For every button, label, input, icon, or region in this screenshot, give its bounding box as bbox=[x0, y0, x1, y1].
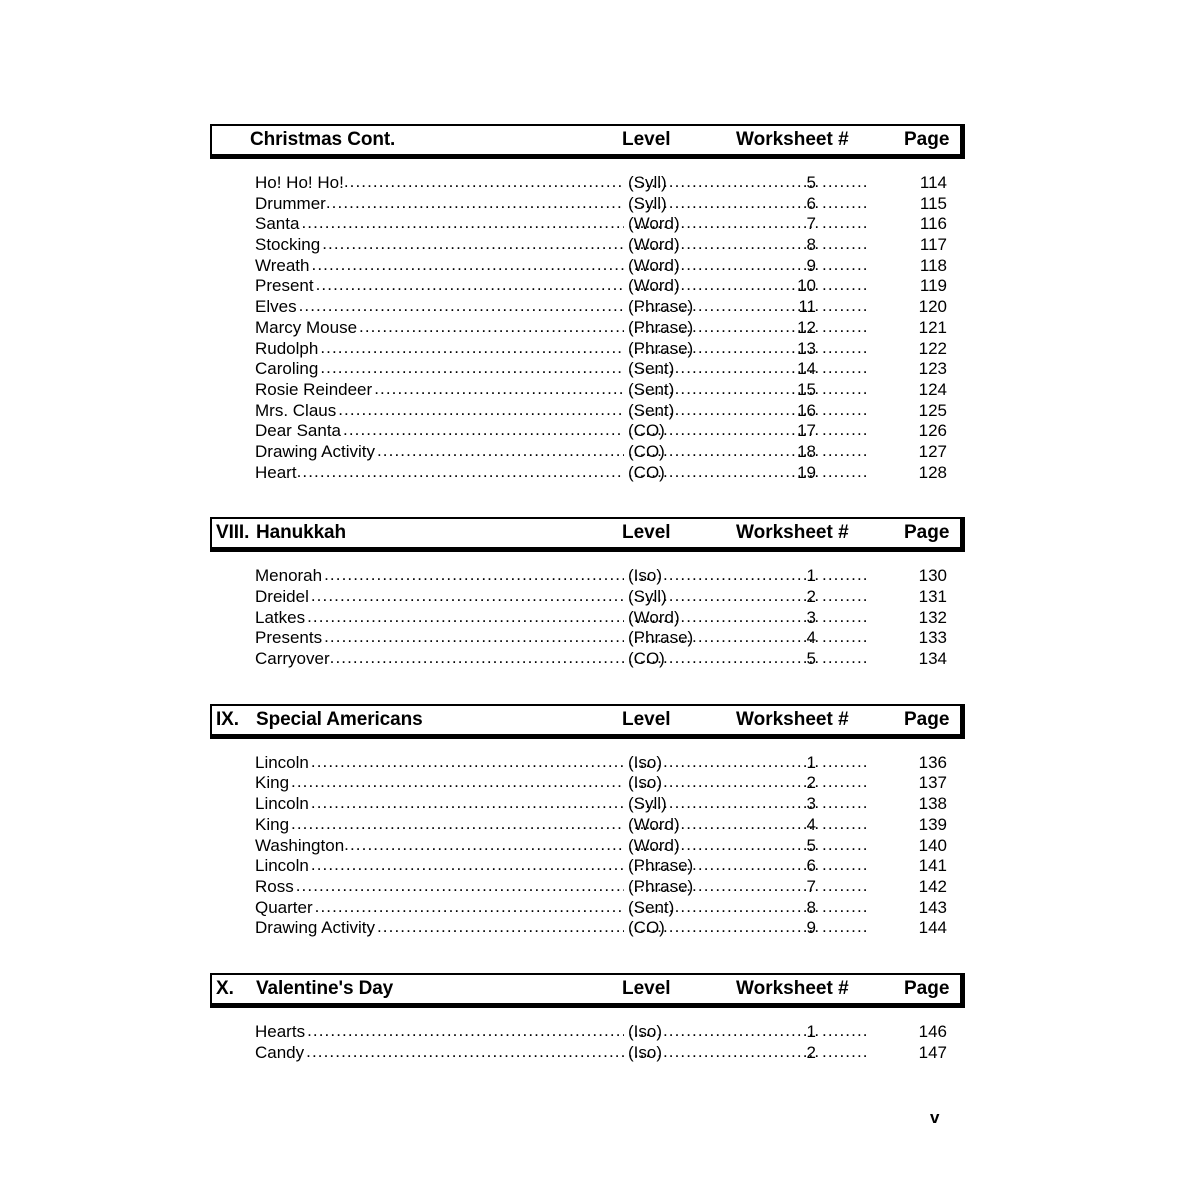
entry-leader-dots bbox=[311, 794, 624, 813]
entry-level: (Iso) bbox=[628, 1042, 662, 1062]
entry-leader-dots bbox=[299, 297, 624, 316]
entry-title: Latkes bbox=[255, 607, 306, 627]
entry-page-number: 142 bbox=[870, 877, 947, 897]
entry-leader-dots bbox=[330, 649, 624, 668]
section-entry-list bbox=[210, 159, 965, 483]
entry-level: (Sent) bbox=[628, 379, 675, 399]
entry-page-number: 133 bbox=[870, 628, 947, 648]
entry-worksheet-number: 12 bbox=[797, 317, 816, 337]
entry-title: Lincoln bbox=[255, 752, 309, 772]
page-folio: v bbox=[930, 1108, 940, 1127]
entry-title-group bbox=[255, 318, 624, 338]
entry-level: (CO) bbox=[628, 441, 665, 461]
entry-page-number: 124 bbox=[870, 380, 947, 400]
entry-title-group bbox=[255, 836, 624, 856]
entry-leader-dots bbox=[307, 608, 624, 627]
toc-entry-row[interactable] bbox=[210, 339, 965, 360]
section-spacer bbox=[210, 670, 965, 704]
entry-worksheet-number: 5 bbox=[806, 649, 816, 669]
toc-section bbox=[210, 704, 965, 973]
section-entry-list bbox=[210, 552, 965, 669]
section-header-bar bbox=[210, 973, 965, 1008]
column-header-worksheet: Worksheet # bbox=[736, 522, 849, 544]
entry-level: (Iso) bbox=[628, 566, 662, 586]
entry-title: Washington bbox=[255, 835, 345, 855]
toc-entry-row[interactable] bbox=[210, 401, 965, 422]
entry-level: (CO) bbox=[628, 918, 665, 938]
toc-entry-row[interactable] bbox=[210, 276, 965, 297]
entry-page-number: 115 bbox=[870, 194, 947, 214]
entry-level: (Word) bbox=[628, 835, 680, 855]
toc-entry-row[interactable] bbox=[210, 608, 965, 629]
entry-title-group bbox=[255, 649, 624, 669]
toc-entry-row[interactable] bbox=[210, 836, 965, 857]
entry-level: (Syll) bbox=[628, 173, 667, 192]
entry-level: (Iso) bbox=[628, 773, 662, 793]
entry-title-group bbox=[255, 463, 624, 483]
section-header-bar bbox=[210, 124, 965, 159]
entry-level: (Word) bbox=[628, 276, 680, 296]
entry-title-group bbox=[255, 856, 624, 876]
entry-title: Carryover bbox=[255, 649, 330, 669]
entry-level: (Sent) bbox=[628, 897, 675, 917]
toc-entry-row[interactable] bbox=[210, 359, 965, 380]
entry-level: (CO) bbox=[628, 462, 665, 482]
entry-title: Dreidel bbox=[255, 587, 309, 606]
entry-page-number: 117 bbox=[870, 235, 947, 255]
entry-title: Mrs. Claus bbox=[255, 400, 337, 420]
entry-title-group bbox=[255, 566, 624, 586]
entry-worksheet-number: 6 bbox=[806, 856, 816, 876]
entry-leader-dots bbox=[296, 877, 624, 896]
entry-level: (Word) bbox=[628, 255, 680, 275]
entry-level: (Word) bbox=[628, 607, 680, 627]
entry-title-group bbox=[255, 1022, 624, 1042]
entry-page-number: 122 bbox=[870, 339, 947, 359]
entry-page-number: 128 bbox=[870, 463, 947, 483]
section-title-group bbox=[212, 978, 393, 1000]
entry-page-number: 131 bbox=[870, 587, 947, 607]
entry-title-group bbox=[255, 1043, 624, 1063]
section-spacer bbox=[210, 1063, 965, 1097]
entry-leader-dots bbox=[291, 815, 624, 834]
column-header-level: Level bbox=[622, 522, 671, 544]
entry-leader-dots bbox=[316, 276, 624, 295]
entry-worksheet-number: 2 bbox=[806, 1042, 816, 1062]
entry-page-number: 126 bbox=[870, 421, 947, 441]
toc-entry-row[interactable] bbox=[210, 463, 965, 484]
toc-entry-row[interactable] bbox=[210, 587, 965, 608]
entry-level: (Phrase) bbox=[628, 317, 694, 337]
column-header-worksheet: Worksheet # bbox=[736, 977, 849, 999]
entry-leader-dots bbox=[320, 339, 624, 358]
entry-page-number: 137 bbox=[870, 773, 947, 793]
toc-entry-row[interactable] bbox=[210, 918, 965, 939]
toc-entry-row[interactable] bbox=[210, 421, 965, 442]
entry-title: Ross bbox=[255, 876, 294, 896]
section-entry-list bbox=[210, 739, 965, 939]
entry-page-number: 127 bbox=[870, 442, 947, 462]
entry-title-group bbox=[255, 214, 624, 234]
entry-worksheet-number: 16 bbox=[797, 400, 816, 420]
entry-leader-dots bbox=[377, 442, 624, 461]
entry-leader-dots bbox=[307, 1022, 624, 1041]
entry-worksheet-number: 2 bbox=[806, 773, 816, 793]
entry-title: Rudolph bbox=[255, 338, 319, 358]
entry-worksheet-number: 5 bbox=[806, 173, 816, 192]
toc-entry-row[interactable] bbox=[210, 297, 965, 318]
entry-leader-dots bbox=[324, 566, 624, 585]
entry-level: (Sent) bbox=[628, 400, 675, 420]
entry-title-group bbox=[255, 442, 624, 462]
entry-leader-dots bbox=[297, 463, 624, 482]
toc-entry-row[interactable] bbox=[210, 877, 965, 898]
section-numeral: X. bbox=[216, 977, 234, 999]
entry-level: (CO) bbox=[628, 649, 665, 669]
entry-worksheet-number: 10 bbox=[797, 276, 816, 296]
column-header-level: Level bbox=[622, 977, 671, 999]
entry-title: Lincoln bbox=[255, 794, 309, 814]
entry-title: Marcy Mouse bbox=[255, 317, 358, 337]
toc-entry-row[interactable] bbox=[210, 794, 965, 815]
entry-worksheet-number: 4 bbox=[806, 814, 816, 834]
entry-page-number: 116 bbox=[870, 214, 947, 234]
section-spacer bbox=[210, 939, 965, 973]
entry-level: (CO) bbox=[628, 421, 665, 441]
column-header-level: Level bbox=[622, 129, 671, 150]
entry-leader-dots bbox=[311, 587, 624, 606]
entry-worksheet-number: 5 bbox=[806, 835, 816, 855]
entry-page-number: 119 bbox=[870, 276, 947, 296]
entry-level: (Phrase) bbox=[628, 297, 694, 317]
entry-leader-dots bbox=[312, 256, 625, 275]
entry-title: Drummer bbox=[255, 193, 326, 213]
entry-title-group bbox=[255, 587, 624, 607]
section-numeral: VIII. bbox=[216, 522, 250, 544]
column-header-level: Level bbox=[622, 708, 671, 730]
entry-level: (Word) bbox=[628, 214, 680, 234]
entry-title-group bbox=[255, 918, 624, 938]
toc-entry-row[interactable] bbox=[210, 773, 965, 794]
entry-page-number: 118 bbox=[870, 256, 947, 276]
entry-leader-dots bbox=[315, 898, 624, 917]
entry-level: (Phrase) bbox=[628, 628, 694, 648]
entry-page-number: 114 bbox=[870, 173, 947, 193]
entry-page-number: 132 bbox=[870, 608, 947, 628]
entry-title: Santa bbox=[255, 214, 300, 234]
entry-worksheet-number: 13 bbox=[797, 338, 816, 358]
entry-title: Dear Santa bbox=[255, 421, 341, 441]
toc-entry-row[interactable] bbox=[210, 649, 965, 670]
entry-page-number: 125 bbox=[870, 401, 947, 421]
entry-page-number: 138 bbox=[870, 794, 947, 814]
entry-level: (Iso) bbox=[628, 1021, 662, 1041]
entry-leader-dots bbox=[322, 235, 624, 254]
toc-section bbox=[210, 973, 965, 1097]
entry-page-number: 147 bbox=[870, 1043, 947, 1063]
entry-level: (Sent) bbox=[628, 359, 675, 379]
column-header-page: Page bbox=[904, 708, 950, 730]
entry-title-group bbox=[255, 256, 624, 276]
entry-title-group bbox=[255, 628, 624, 648]
entry-worksheet-number: 9 bbox=[806, 918, 816, 938]
toc-section bbox=[210, 517, 965, 703]
entry-title-group bbox=[255, 877, 624, 897]
entry-page-number: 120 bbox=[870, 297, 947, 317]
entry-title-group bbox=[255, 194, 624, 214]
toc-entry-row[interactable] bbox=[210, 318, 965, 339]
entry-worksheet-number: 3 bbox=[806, 794, 816, 814]
section-spacer bbox=[210, 483, 965, 517]
entry-title-group bbox=[255, 173, 624, 193]
toc-entry-row[interactable] bbox=[210, 214, 965, 235]
entry-title-group bbox=[255, 421, 624, 441]
entry-worksheet-number: 8 bbox=[806, 235, 816, 255]
entry-title-group bbox=[255, 339, 624, 359]
toc-entry-row[interactable] bbox=[210, 256, 965, 277]
entry-worksheet-number: 11 bbox=[798, 297, 816, 317]
section-title-group bbox=[212, 709, 423, 731]
toc-entry-row[interactable] bbox=[210, 194, 965, 215]
section-header-bar bbox=[210, 517, 965, 552]
toc-entry-row[interactable] bbox=[210, 815, 965, 836]
entry-title-group bbox=[255, 401, 624, 421]
column-header-worksheet: Worksheet # bbox=[736, 708, 849, 730]
entry-title: Caroling bbox=[255, 359, 319, 379]
entry-title: Stocking bbox=[255, 235, 321, 255]
toc-entry-row[interactable] bbox=[210, 235, 965, 256]
entry-level: (Word) bbox=[628, 235, 680, 255]
entry-page-number: 134 bbox=[870, 649, 947, 669]
entry-title: Heart bbox=[255, 462, 297, 482]
entry-worksheet-number: 9 bbox=[806, 255, 816, 275]
entry-title-group bbox=[255, 235, 624, 255]
column-header-page: Page bbox=[904, 977, 950, 999]
entry-title-group bbox=[255, 380, 624, 400]
entry-title: Hearts bbox=[255, 1021, 306, 1041]
toc-entry-row[interactable] bbox=[210, 173, 965, 194]
entry-title-group bbox=[255, 297, 624, 317]
entry-title: Menorah bbox=[255, 566, 323, 586]
column-header-worksheet: Worksheet # bbox=[736, 129, 849, 150]
entry-page-number: 130 bbox=[870, 566, 947, 586]
section-title-group bbox=[212, 522, 346, 544]
entry-leader-dots bbox=[374, 380, 624, 399]
section-entry-list bbox=[210, 1008, 965, 1063]
toc-entry-row[interactable] bbox=[210, 628, 965, 649]
entry-title-group bbox=[255, 753, 624, 773]
entry-level: (Syll) bbox=[628, 587, 667, 606]
section-title: Special Americans bbox=[256, 708, 423, 730]
entry-page-number: 136 bbox=[870, 753, 947, 773]
entry-title: Lincoln bbox=[255, 856, 309, 876]
entry-title: Rosie Reindeer bbox=[255, 379, 373, 399]
entry-title: Ho! Ho! Ho! bbox=[255, 173, 344, 192]
entry-leader-dots bbox=[311, 856, 624, 875]
entry-title-group bbox=[255, 608, 624, 628]
entry-leader-dots bbox=[344, 173, 624, 192]
entry-worksheet-number: 7 bbox=[806, 876, 816, 896]
entry-worksheet-number: 1 bbox=[806, 752, 816, 772]
entry-leader-dots bbox=[343, 421, 624, 440]
entry-level: (Phrase) bbox=[628, 338, 694, 358]
toc-entry-row[interactable] bbox=[210, 856, 965, 877]
section-title-group bbox=[212, 129, 395, 151]
entry-worksheet-number: 1 bbox=[806, 1021, 816, 1041]
entry-leader-dots bbox=[324, 628, 624, 647]
entry-page-number: 121 bbox=[870, 318, 947, 338]
entry-level: (Phrase) bbox=[628, 856, 694, 876]
entry-title: Elves bbox=[255, 297, 297, 317]
entry-title: King bbox=[255, 814, 290, 834]
entry-level: (Iso) bbox=[628, 752, 662, 772]
entry-page-number: 140 bbox=[870, 836, 947, 856]
entry-title: King bbox=[255, 773, 290, 793]
entry-title: Presents bbox=[255, 628, 323, 648]
entry-worksheet-number: 15 bbox=[797, 379, 816, 399]
entry-worksheet-number: 6 bbox=[806, 193, 816, 213]
entry-title-group bbox=[255, 815, 624, 835]
entry-title: Candy bbox=[255, 1042, 305, 1062]
toc-entry-row[interactable] bbox=[210, 442, 965, 463]
entry-worksheet-number: 1 bbox=[806, 566, 816, 586]
entry-title-group bbox=[255, 359, 624, 379]
entry-title: Wreath bbox=[255, 255, 310, 275]
entry-leader-dots bbox=[359, 318, 624, 337]
entry-page-number: 143 bbox=[870, 898, 947, 918]
toc-entry-row[interactable] bbox=[210, 380, 965, 401]
entry-level: (Syll) bbox=[628, 794, 667, 814]
entry-title: Drawing Activity bbox=[255, 918, 375, 938]
section-numeral: IX. bbox=[216, 708, 239, 730]
entry-leader-dots bbox=[377, 918, 624, 937]
section-title: Hanukkah bbox=[256, 522, 347, 544]
entry-title-group bbox=[255, 276, 624, 296]
entry-title-group bbox=[255, 773, 624, 793]
entry-title: Present bbox=[255, 276, 314, 296]
section-header-bar bbox=[210, 704, 965, 739]
entry-worksheet-number: 4 bbox=[806, 628, 816, 648]
toc-entry-row[interactable] bbox=[210, 898, 965, 919]
entry-page-number: 123 bbox=[870, 359, 947, 379]
toc-entry-row[interactable] bbox=[210, 753, 965, 774]
entry-page-number: 141 bbox=[870, 856, 947, 876]
entry-leader-dots bbox=[338, 401, 624, 420]
entry-leader-dots bbox=[344, 836, 624, 855]
section-title: Christmas Cont. bbox=[250, 129, 396, 150]
entry-level: (Syll) bbox=[628, 193, 667, 213]
entry-worksheet-number: 7 bbox=[806, 214, 816, 234]
entry-worksheet-number: 18 bbox=[797, 441, 816, 461]
entry-leader-dots bbox=[291, 773, 624, 792]
entry-worksheet-number: 3 bbox=[806, 607, 816, 627]
entry-title-group bbox=[255, 794, 624, 814]
entry-title: Quarter bbox=[255, 897, 313, 917]
entry-worksheet-number: 19 bbox=[797, 462, 816, 482]
entry-level: (Word) bbox=[628, 814, 680, 834]
entry-leader-dots bbox=[320, 359, 624, 378]
entry-title-group bbox=[255, 898, 624, 918]
toc-entry-row[interactable] bbox=[210, 566, 965, 587]
entry-worksheet-number: 8 bbox=[806, 897, 816, 917]
entry-level: (Phrase) bbox=[628, 876, 694, 896]
entry-page-number: 146 bbox=[870, 1022, 947, 1042]
entry-worksheet-number: 14 bbox=[797, 359, 816, 379]
entry-page-number: 144 bbox=[870, 918, 947, 938]
entry-worksheet-number: 17 bbox=[797, 421, 816, 441]
entry-leader-dots bbox=[306, 1043, 624, 1062]
table-of-contents bbox=[210, 124, 965, 1097]
column-header-page: Page bbox=[904, 522, 950, 544]
entry-worksheet-number: 2 bbox=[806, 587, 816, 606]
toc-entry-row[interactable] bbox=[210, 1043, 965, 1064]
toc-section bbox=[210, 124, 965, 517]
entry-page-number: 139 bbox=[870, 815, 947, 835]
entry-title: Drawing Activity bbox=[255, 441, 375, 461]
toc-entry-row[interactable] bbox=[210, 1022, 965, 1043]
entry-leader-dots bbox=[311, 753, 624, 772]
entry-leader-dots bbox=[326, 194, 624, 213]
section-title: Valentine's Day bbox=[256, 977, 394, 999]
column-header-page: Page bbox=[904, 129, 950, 150]
entry-leader-dots bbox=[301, 214, 624, 233]
